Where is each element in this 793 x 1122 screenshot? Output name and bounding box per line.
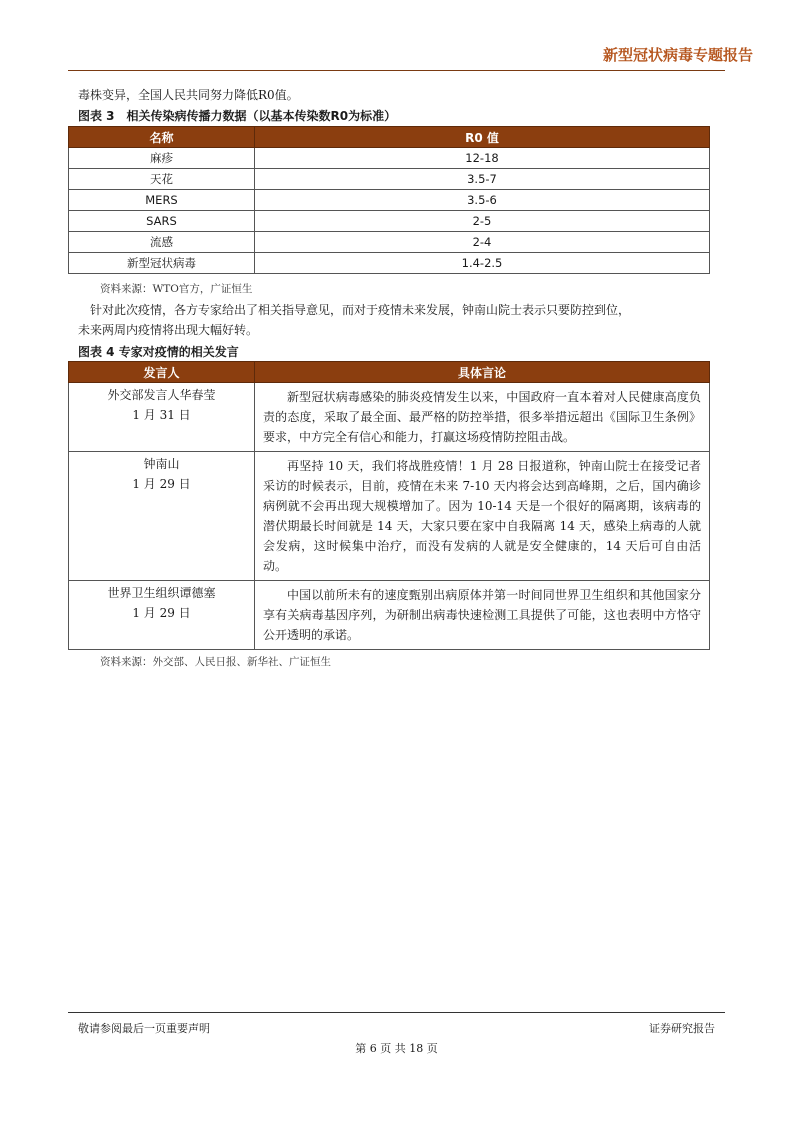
column-header-r0: R0 值	[255, 127, 710, 148]
r0-table	[68, 126, 710, 274]
table4-caption: 图表 4 专家对疫情的相关发言	[78, 345, 239, 359]
disease-name: 天花	[69, 169, 255, 190]
statement-text: 中国以前所未有的速度甄别出病原体并第一时间同世界卫生组织和其他国家分享有关病毒基因序列，为研制出病毒快速检测工具提供了可能，这也表明中方恪守公开透明的承诺。	[255, 581, 710, 650]
disease-name: SARS	[69, 211, 255, 232]
table-row	[69, 169, 710, 190]
speaker-date: 1 月 31 日	[132, 408, 191, 422]
table-header-row	[69, 362, 710, 383]
speaker-name: 外交部发言人华春莹	[107, 388, 216, 402]
column-header-name: 名称	[69, 127, 255, 148]
statement-text: 再坚持 10 天，我们将战胜疫情！1 月 28 日报道称，钟南山院士在接受记者采访的时候表示，目前，疫情在未来 7-10 天内将会达到高峰期，之后，国内确诊病例就不会再出现大规模增加了。因为 10-14 天是一个很好的隔离期，该病毒的潜伏期最长时间就是 14 天，大家只要在家中自我隔离 14 天，感染上病毒的人就会发病，这时候集中治疗，而没有发病的人就是安全健康的，14 天后可自由活动。	[255, 452, 710, 581]
page-number: 第 6 页 共 18 页	[355, 1042, 438, 1055]
r0-value: 2-5	[255, 211, 710, 232]
paragraph-line-1: 针对此次疫情，各方专家给出了相关指导意见，而对于疫情未来发展，钟南山院士表示只要防控到位，	[78, 303, 631, 317]
disease-name: 新型冠状病毒	[69, 253, 255, 274]
table4-source: 资料来源：外交部、人民日报、新华社、广证恒生	[100, 656, 331, 668]
r0-value: 2-4	[255, 232, 710, 253]
speaker-name: 钟南山	[143, 457, 180, 471]
disclaimer-note: 敬请参阅最后一页重要声明	[78, 1022, 210, 1035]
speaker-date: 1 月 29 日	[132, 606, 191, 620]
r0-value: 1.4-2.5	[255, 253, 710, 274]
report-title: 新型冠状病毒专题报告	[602, 46, 753, 64]
column-header-speaker: 发言人	[69, 362, 255, 383]
header-divider	[68, 70, 725, 71]
table3-source: 资料来源：WTO官方，广证恒生	[100, 283, 253, 295]
column-header-statement: 具体言论	[255, 362, 710, 383]
table-row	[69, 148, 710, 169]
table-row	[69, 452, 710, 581]
r0-value: 3.5-7	[255, 169, 710, 190]
table-row	[69, 383, 710, 452]
disease-name: 流感	[69, 232, 255, 253]
table3-caption: 图表 3 相关传染病传播力数据（以基本传染数R0为标准）	[78, 109, 397, 123]
table-header-row	[69, 127, 710, 148]
disease-name: MERS	[69, 190, 255, 211]
intro-line: 毒株变异，全国人民共同努力降低R0值。	[78, 88, 299, 102]
speaker-cell	[69, 581, 255, 650]
speaker-cell	[69, 452, 255, 581]
speaker-date: 1 月 29 日	[132, 477, 191, 491]
table-row	[69, 581, 710, 650]
expert-statements-table	[68, 361, 710, 650]
r0-value: 3.5-6	[255, 190, 710, 211]
speaker-cell	[69, 383, 255, 452]
r0-value: 12-18	[255, 148, 710, 169]
paragraph-line-2: 未来两周内疫情将出现大幅好转。	[78, 323, 259, 337]
statement-text: 新型冠状病毒感染的肺炎疫情发生以来，中国政府一直本着对人民健康高度负责的态度，采取了最全面、最严格的防控举措，很多举措远超出《国际卫生条例》要求，中方完全有信心和能力，打赢这场疫情防控阻击战。	[255, 383, 710, 452]
disease-name: 麻疹	[69, 148, 255, 169]
table-row	[69, 190, 710, 211]
table-row	[69, 211, 710, 232]
table-row	[69, 253, 710, 274]
report-type: 证券研究报告	[649, 1022, 715, 1035]
footer-divider	[68, 1012, 725, 1013]
table-row	[69, 232, 710, 253]
speaker-name: 世界卫生组织谭德塞	[107, 586, 216, 600]
